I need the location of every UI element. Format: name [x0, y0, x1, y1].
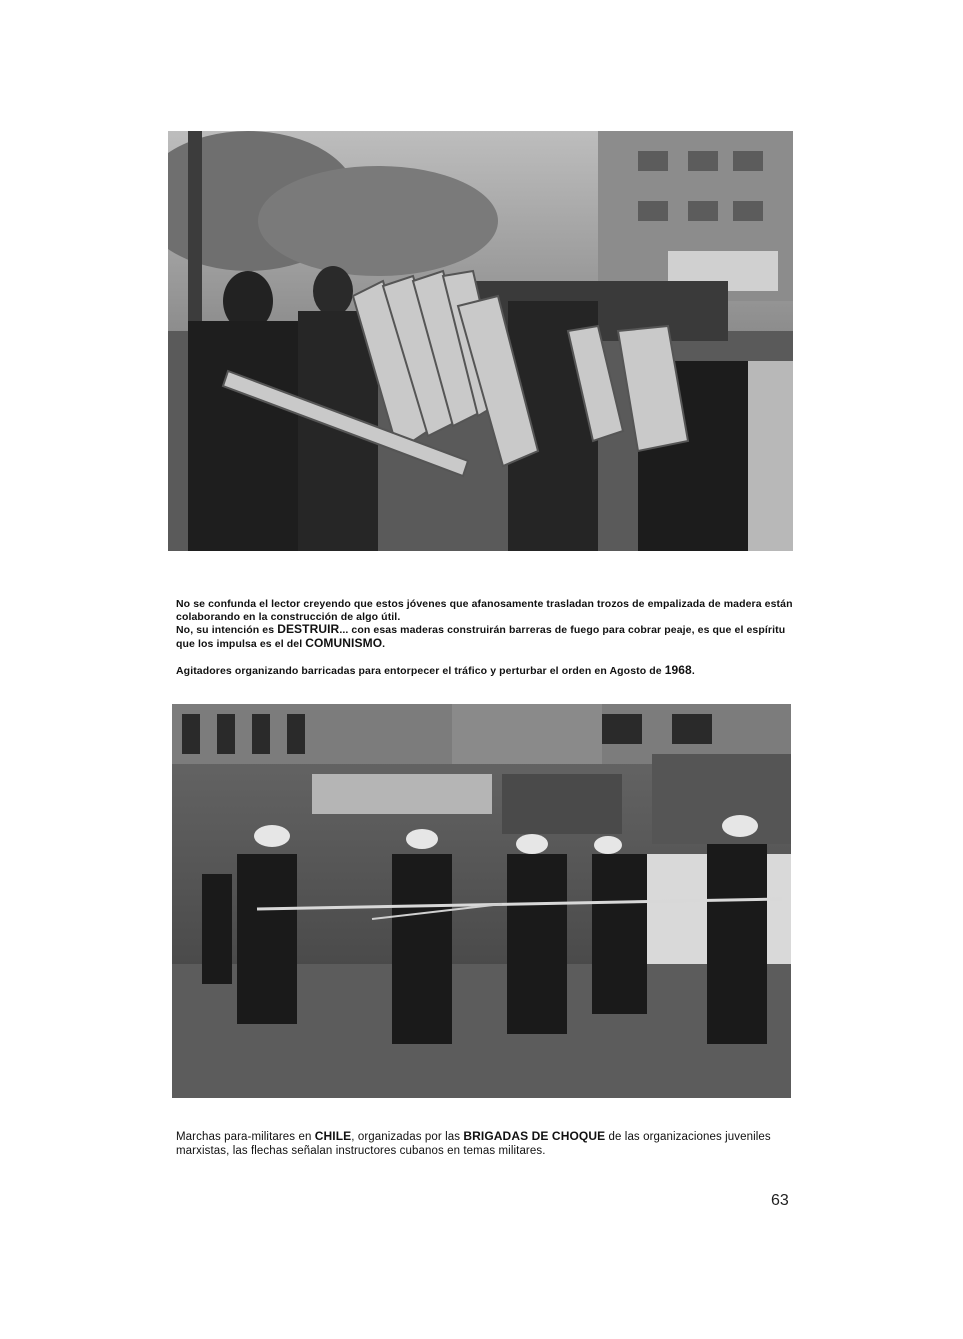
photo-march-image: [172, 704, 791, 1098]
caption-text: ... con esas maderas construirán barreras de fuego para cobrar peaje, es que el espíritu que los impulsa es el del: [176, 624, 786, 650]
caption-text: No, su intención es: [176, 624, 278, 636]
caption-barricades: [176, 598, 796, 678]
caption-text: Marchas para-militares en: [176, 1131, 315, 1143]
caption-text: .: [382, 637, 386, 650]
caption-barricades-paragraph-1a: No se confunda el lector creyendo que estos jóvenes que afanosamente trasladan trozos de empalizada de madera están colaborando en la construcción de algo útil.: [176, 598, 793, 623]
photo-barricade-builders: [168, 131, 793, 551]
caption-emphasis-comunismo: COMUNISMO: [305, 635, 383, 650]
caption-text: de las organizaciones juveniles marxistas, las flechas señalan instructores cubanos en temas militares.: [176, 1131, 771, 1157]
caption-barricades-paragraph-1b: [176, 623, 796, 650]
caption-text: Agitadores organizando barricadas para entorpecer el tráfico y perturbar el orden en Agosto de: [176, 665, 665, 677]
photo-paramilitary-march: [172, 704, 791, 1098]
caption-text: .: [691, 665, 695, 677]
caption-emphasis-brigadas: BRIGADAS DE CHOQUE: [463, 1129, 606, 1143]
caption-emphasis-destruir: DESTRUIR: [277, 622, 340, 636]
caption-march-paragraph: [176, 1129, 796, 1158]
caption-barricades-paragraph-2: [176, 664, 796, 678]
caption-year: 1968: [664, 663, 692, 677]
page-number: 63: [771, 1192, 789, 1209]
photo-barricade-image: [168, 131, 793, 551]
caption-paramilitary-march: [176, 1129, 796, 1158]
caption-text: , organizadas por las: [351, 1131, 464, 1143]
caption-emphasis-chile: CHILE: [314, 1129, 352, 1143]
